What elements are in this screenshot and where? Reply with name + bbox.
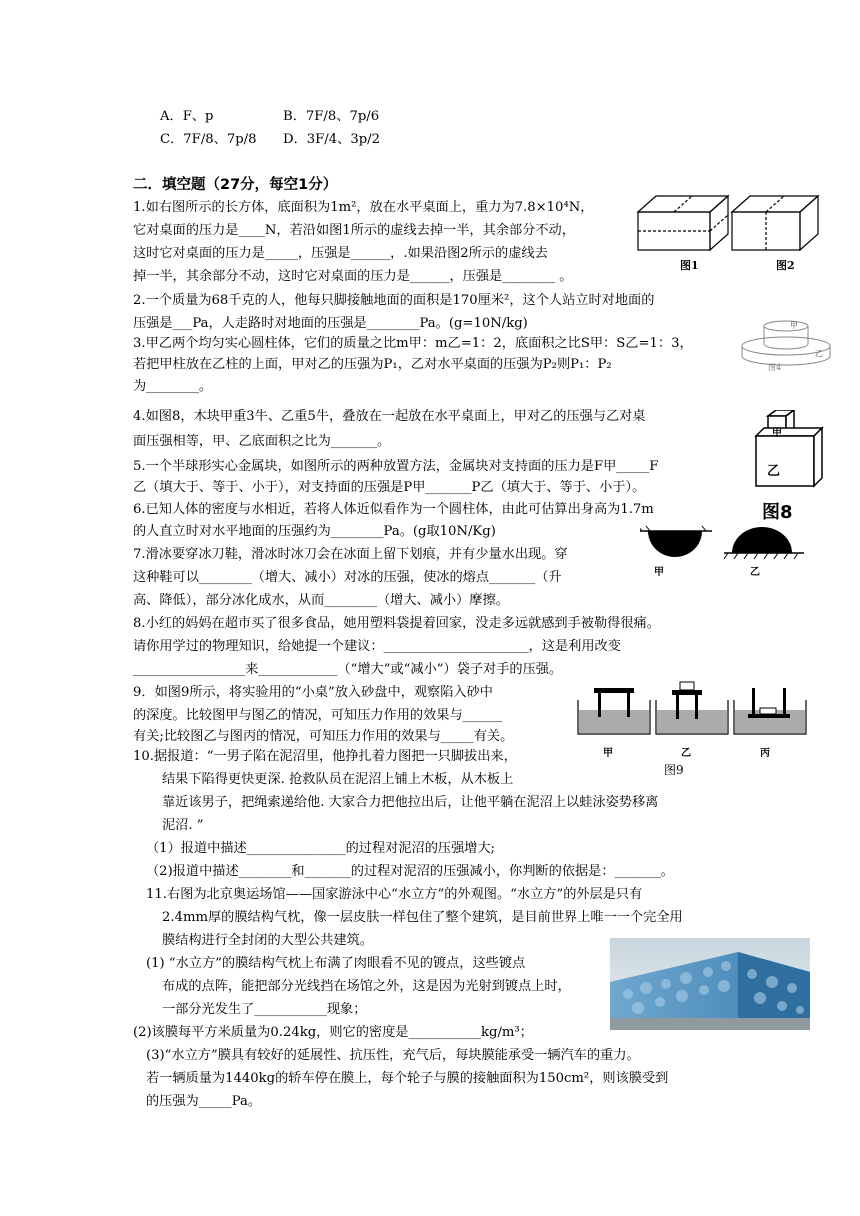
- text-line: 请你用学过的物理知识，给她提一个建议：______________________，这是利用改变: [133, 639, 621, 654]
- choice-b: B．7F/8、7p/6: [283, 109, 380, 124]
- hemi-label-right: 乙: [750, 567, 760, 578]
- text-line: 膜结构进行全封闭的大型公共建筑。: [162, 933, 373, 948]
- section-title: 二．填空题（27分，每空1分）: [133, 177, 338, 193]
- hemi-label-left: 甲: [654, 567, 664, 578]
- fig4-caption: 图4: [768, 363, 782, 372]
- text-line: (1) “水立方”的膜结构气枕上布满了肉眼看不见的镀点，这些镀点: [146, 956, 526, 971]
- text-line: 7.滑冰要穿冰刀鞋，滑冰时冰刀会在冰面上留下划痕，并有少量水出现。穿: [133, 547, 568, 562]
- text-line: 6.已知人体的密度与水相近，若将人体近似看作为一个圆柱体，由此可估算出身高为1.7m: [133, 502, 654, 517]
- text-line: 压强是___Pa，人走路时对地面的压强是________Pa。(g=10N/kg): [133, 316, 528, 331]
- text-line: 的压强为_____Pa。: [146, 1094, 262, 1109]
- text-line: （1）报道中描述_______________的过程对泥沼的压强增大;: [146, 841, 496, 856]
- text-line: 若一辆质量为1440kg的轿车停在膜上，每个轮子与膜的接触面积为150cm²，则该膜受到: [146, 1071, 669, 1086]
- text-line: （2)报道中描述________和_______的过程对泥沼的压强减小，你判断的依据是：_______。: [146, 864, 674, 879]
- text-line: 布成的点阵，能把部分光线挡在场馆之外，这是因为光射到镀点上时，: [162, 979, 571, 994]
- text-line: 掉一半，其余部分不动，这时它对桌面的压力是______，压强是________ 。: [133, 269, 573, 284]
- choice-d: D．3F/4、3p/2: [283, 132, 380, 147]
- choice-c: C．7F/8、7p/8: [160, 132, 257, 147]
- fig4-label-side: 乙: [815, 349, 823, 358]
- text-line: 2.4mm厚的膜结构气枕，像一层皮肤一样包住了整个建筑，是目前世界上唯一一个完全用: [162, 910, 683, 925]
- text-line: (3)“水立方”膜具有较好的延展性、抗压性，充气后，每块膜能承受一辆汽车的重力。: [146, 1048, 640, 1063]
- fig2-label: 图2: [776, 259, 795, 272]
- text-line: 它对桌面的压力是____N，若沿如图1所示的虚线去掉一半，其余部分不动，: [133, 223, 575, 238]
- text-line: 这时它对桌面的压力是_____，压强是______，.如果沿图2所示的虚线去: [133, 246, 548, 261]
- text-line: 5.一个半球形实心金属块，如图所示的两种放置方法，金属块对支持面的压力是F甲_____F: [133, 459, 659, 474]
- water-cube-photo: [610, 938, 810, 1030]
- fig9-label-a: 甲: [603, 748, 613, 759]
- sand-tray-figure: [574, 680, 814, 740]
- text-line: (2)该膜每平方米质量为0.24kg，则它的密度是___________kg/m³；: [133, 1025, 533, 1040]
- text-line: 一部分光发生了___________现象；: [162, 1002, 367, 1017]
- text-line: 有关;比较图乙与图丙的情况，可知压力作用的效果与_____有关。: [133, 729, 514, 744]
- text-line: 8.小红的妈妈在超市买了很多食品，她用塑料袋提着回家，没走多远就感到手被勒得很痛。: [133, 616, 660, 631]
- text-line: 泥沼. ”: [162, 818, 204, 833]
- text-line: 乙（填大于、等于、小于），对支持面的压强是P甲_______P乙（填大于、等于、小于）。: [133, 480, 646, 495]
- stacked-cylinders-figure: [736, 318, 836, 370]
- fig1-label: 图1: [680, 259, 699, 272]
- choice-a: A．F、p: [160, 109, 214, 124]
- fig9-label-b: 乙: [681, 748, 691, 759]
- fig8-label-bottom: 乙: [767, 464, 781, 479]
- text-line: 2.一个质量为68千克的人，他每只脚接触地面的面积是170厘米²，这个人站立时对地面的: [133, 293, 655, 308]
- text-line: 4.如图8，木块甲重3牛、乙重5牛，叠放在一起放在水平桌面上，甲对乙的压强与乙对桌: [133, 409, 646, 424]
- text-line: 的人直立时对水平地面的压强约为________Pa。(g取10N/Kg): [133, 524, 496, 539]
- fig8-label-top: 甲: [772, 428, 782, 439]
- text-line: 若把甲柱放在乙柱的上面，甲对乙的压强为P₁，乙对水平桌面的压强为P₂则P₁：P₂: [133, 357, 612, 372]
- text-line: 的深度。比较图甲与图乙的情况，可知压力作用的效果与______: [133, 708, 503, 723]
- fig9-caption: 图9: [664, 763, 684, 777]
- text-line: _________________来____________（“增大”或“减小”）袋子对手的压强。: [133, 662, 563, 677]
- text-line: 高、降低），部分冰化成水，从而________（增大、减小）摩擦。: [133, 593, 509, 608]
- fig8-caption: 图8: [762, 502, 793, 523]
- text-line: 面压强相等，甲、乙底面积之比为_______。: [133, 434, 391, 449]
- hemisphere-figure: [640, 525, 820, 573]
- text-line: 9．如图9所示，将实验用的“小桌”放入砂盘中，观察陷入砂中: [133, 685, 493, 700]
- text-line: 1.如右图所示的长方体，底面积为1m²，放在水平桌面上，重力为7.8×10⁴N，: [133, 200, 594, 215]
- stacked-blocks-figure: [750, 410, 830, 490]
- text-line: 3.甲乙两个均匀实心圆柱体，它们的质量之比m甲：m乙=1：2，底面积之比S甲：S乙=1：3，: [133, 336, 693, 351]
- text-line: 结果下陷得更快更深. 抢救队员在泥沼上铺上木板，从木板上: [162, 772, 514, 787]
- fig9-label-c: 丙: [760, 748, 770, 759]
- text-line: 为________。: [133, 379, 213, 394]
- text-line: 11.右图为北京奥运场馆——国家游泳中心“水立方”的外观图。“水立方”的外层是只有: [146, 887, 643, 902]
- text-line: 10.据报道：“一男子陷在泥沼里，他挣扎着力图把一只脚拔出来，: [133, 749, 517, 764]
- text-line: 靠近该男子，把绳索递给他. 大家合力把他拉出后，让他平躺在泥沼上以蛙泳姿势移离: [162, 795, 659, 810]
- fig4-label-top: 甲: [790, 321, 798, 330]
- text-line: 这种鞋可以________（增大、减小）对冰的压强，使冰的熔点_______（升: [133, 570, 562, 585]
